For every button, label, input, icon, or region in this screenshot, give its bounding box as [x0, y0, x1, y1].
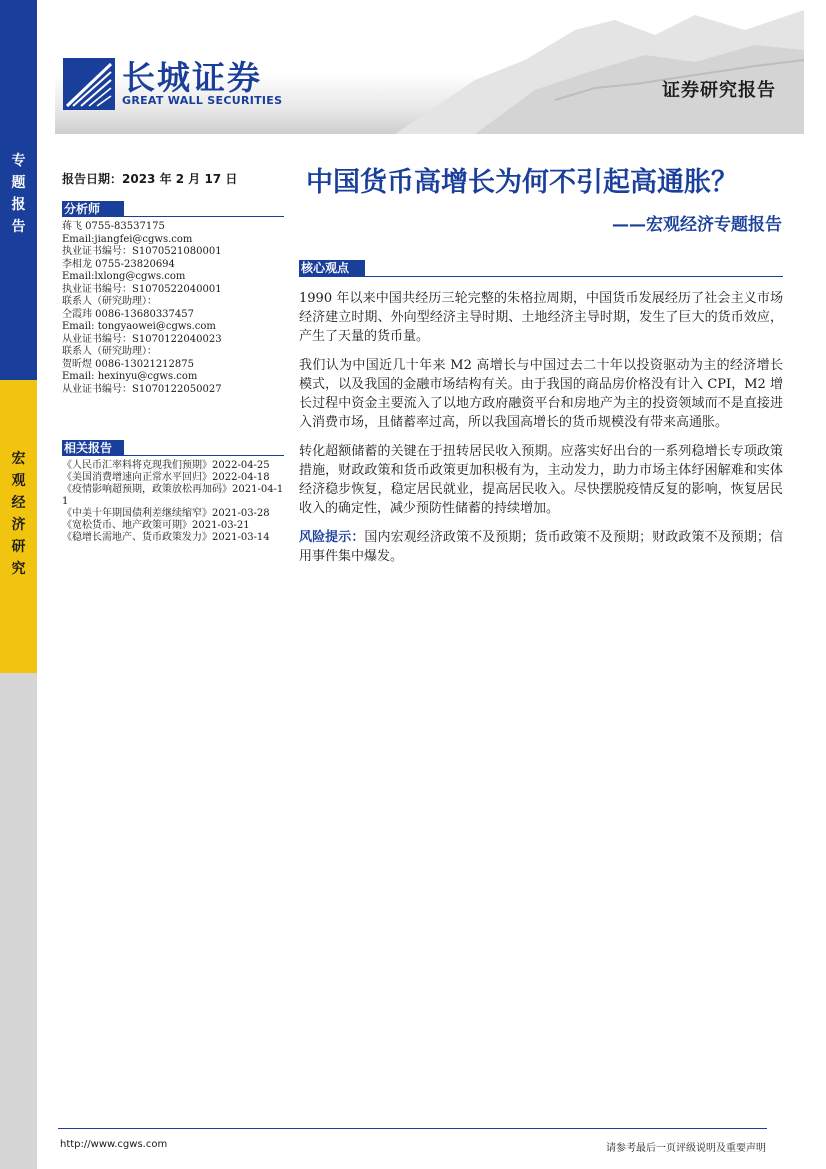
core-viewpoints-rule: [299, 276, 783, 277]
core-viewpoints-section: [299, 260, 783, 566]
core-paragraph: 1990 年以来中国共经历三轮完整的朱格拉周期，中国货币发展经历了社会主义市场经济建立时期、外向型经济主导时期、土地经济主导时期，发生了巨大的货币效应，产生了天量的货币量。: [299, 291, 783, 344]
risk-label: 风险提示：: [299, 530, 365, 545]
logo-chinese-name: 长城证券: [122, 58, 262, 97]
related-reports-section: [62, 440, 284, 544]
related-reports-heading: 相关报告: [62, 440, 124, 456]
footer-rule: [58, 1128, 767, 1129]
analyst-list: [62, 221, 284, 396]
left-info-column: [62, 170, 284, 544]
analyst-line: 执业证书编号：S1070521080001: [62, 246, 222, 257]
analyst-line: 李相龙 0755-23820694: [62, 258, 175, 270]
related-report-item: 《人民币汇率料将克现我们预期》2022-04-25: [62, 460, 270, 471]
analyst-line: 从业证书编号：S1070122040023: [62, 333, 222, 345]
analyst-line: 联系人（研究助理）：: [62, 296, 157, 307]
footer-disclaimer-note: 请参考最后一页评级说明及重要声明: [606, 1143, 766, 1154]
page-header: [55, 0, 804, 134]
risk-paragraph: [299, 528, 783, 566]
sidebar-label-report-type: 专 题 报 告: [11, 153, 26, 235]
analyst-line: 执业证书编号：S1070522040001: [62, 283, 222, 295]
related-report-item: 《中美十年期国债利差继续缩窄》2021-03-28: [62, 508, 270, 519]
report-date: 报告日期：2023 年 2 月 17 日: [62, 172, 238, 186]
related-report-item: 《宽松货币、地产政策可期》2021-03-21: [62, 520, 250, 531]
analyst-line: Email: tongyaowei@cgws.com: [62, 321, 216, 332]
great-wall-logo-icon: [63, 58, 115, 110]
sidebar-label-research-area: 宏 观 经 济 研 究: [11, 451, 26, 577]
report-title: 中国货币高增长为何不引起高通胀？: [306, 167, 738, 198]
analyst-line: 贺昕煜 0086-13021212875: [62, 358, 194, 370]
risk-text: 国内宏观经济政策不及预期；货币政策不及预期；财政政策不及预期；信用事件集中爆发。: [299, 530, 783, 564]
analyst-section: [62, 201, 284, 396]
analyst-line: Email:lxlong@cgws.com: [62, 271, 186, 282]
analyst-line: 蒋飞 0755-83537175: [62, 221, 165, 232]
core-viewpoints-heading: 核心观点: [299, 260, 365, 277]
analyst-line: 从业证书编号：S1070122050027: [62, 383, 222, 395]
report-type-label: 证券研究报告: [662, 80, 776, 101]
related-report-item: 《美国消费增速向正常水平回归》2022-04-18: [62, 472, 270, 483]
report-subtitle: ——宏观经济专题报告: [612, 215, 782, 235]
related-report-item: 《疫情影响超预期，政策放松再加码》2021-04-11: [62, 484, 284, 507]
sidebar-band-gray: [0, 673, 37, 1169]
related-reports-list: [62, 460, 284, 544]
analyst-line: 仝霞玮 0086-13680337457: [62, 308, 194, 320]
analyst-line: Email: hexinyu@cgws.com: [62, 371, 198, 382]
logo-english-name: GREAT WALL SECURITIES: [122, 94, 283, 107]
analyst-line: 联系人（研究助理）：: [62, 346, 157, 357]
core-paragraph: 我们认为中国近几十年来 M2 高增长与中国过去二十年以投资驱动为主的经济增长模式，以及我国的金融市场结构有关。由于我国的商品房价格没有计入 CPI，M2 增长过程中资金主要流入了以地方政府融资平台和房地产为主的投资领域而不是直接进入消费市场，且储蓄率过高，所以我国高增长的货币规模没有带来高通胀。: [299, 358, 783, 430]
analyst-line: Email:jiangfei@cgws.com: [62, 233, 193, 245]
related-report-item: 《稳增长需地产、货币政策发力》2021-03-14: [62, 532, 270, 543]
footer-website-link[interactable]: http://www.cgws.com: [60, 1139, 168, 1150]
core-paragraph: 转化超额储蓄的关键在于扭转居民收入预期。应落实好出台的一系列稳增长专项政策措施，财政政策和货币政策更加积极有为，主动发力，助力市场主体纾困解难和实体经济稳步恢复，稳定居民就业，提高居民收入。尽快摆脱疫情反复的影响，恢复居民收入的确定性，减少预防性储蓄的持续增加。: [299, 444, 783, 516]
analyst-heading: 分析师: [62, 201, 124, 217]
